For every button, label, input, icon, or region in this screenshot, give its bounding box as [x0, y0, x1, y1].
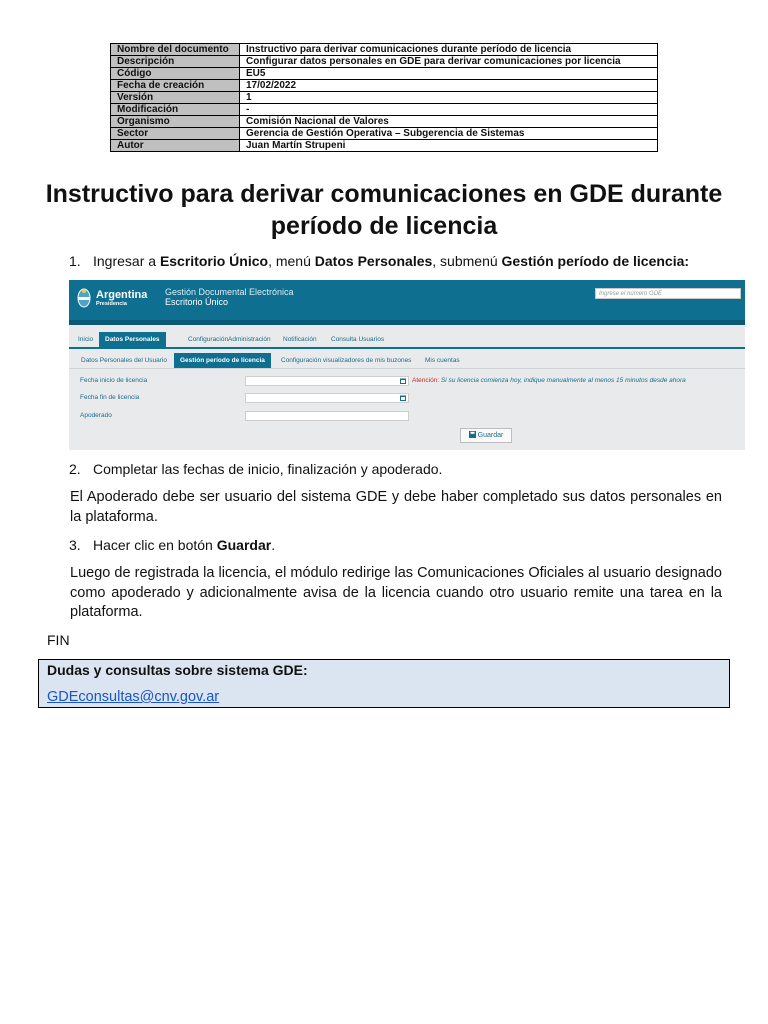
meta-value: 1	[240, 92, 658, 104]
table-row	[111, 44, 658, 56]
gde-module-name: Escritorio Único	[165, 297, 229, 307]
step-2	[69, 460, 442, 478]
meta-value: -	[240, 104, 658, 116]
meta-value: Gerencia de Gestión Operativa – Subgerencia de Sistemas	[240, 128, 658, 140]
gde-brand: Argentina	[96, 289, 148, 301]
meta-key: Modificación	[111, 104, 240, 116]
field-label-fecha-inicio: Fecha inicio de licencia	[80, 377, 148, 384]
licencia-warning	[412, 376, 686, 386]
meta-value: Comisión Nacional de Valores	[240, 116, 658, 128]
warning-label: Atención:	[412, 377, 440, 384]
gde-search-input[interactable]: Ingrese el número GDE	[595, 288, 741, 299]
meta-value: 17/02/2022	[240, 80, 658, 92]
calendar-icon[interactable]	[400, 378, 406, 384]
contact-title: Dudas y consultas sobre sistema GDE:	[47, 662, 308, 678]
menu-item-consulta-usuarios[interactable]: Consulta Usuarios	[331, 336, 385, 343]
meta-value: EU5	[240, 68, 658, 80]
table-row	[111, 128, 658, 140]
field-label-fecha-fin: Fecha fin de licencia	[80, 394, 140, 401]
table-row	[111, 80, 658, 92]
fecha-fin-input[interactable]	[245, 393, 409, 403]
gde-submenu-divider	[69, 368, 745, 369]
submenu-item-gestion-periodo-licencia[interactable]: Gestión período de licencia	[174, 353, 271, 368]
table-row	[111, 116, 658, 128]
meta-value: Juan Martín Strupeni	[240, 140, 658, 152]
step-text: Ingresar a	[93, 253, 160, 269]
paragraph-apoderado: El Apoderado debe ser usuario del sistema GDE y debe haber completado sus datos personales en la plataforma.	[70, 489, 722, 525]
table-row	[111, 68, 658, 80]
guardar-button[interactable]	[460, 428, 512, 443]
menu-item-notificacion[interactable]: Notificación	[283, 336, 317, 343]
step-bold-text: Guardar	[216, 537, 272, 553]
apoderado-input[interactable]	[245, 411, 409, 421]
field-label-apoderado: Apoderado	[80, 412, 112, 419]
meta-key: Descripción	[111, 56, 240, 68]
table-row	[111, 56, 658, 68]
gde-screenshot	[69, 280, 745, 450]
step-number: 2.	[69, 461, 81, 477]
step-text: Hacer clic en botón	[93, 537, 217, 553]
meta-key: Nombre del documento	[111, 44, 240, 56]
paragraph-luego: Luego de registrada la licencia, el módulo redirige las Comunicaciones Oficiales al usuario designado como apoderado y adicionalmente avisa de la licencia cuando otro usuario remite una tarea en la plataforma.	[70, 565, 722, 620]
document-metadata-table	[110, 43, 658, 152]
step-1	[69, 252, 689, 270]
step-text: .	[271, 537, 276, 553]
gde-header-strip	[69, 320, 745, 325]
meta-key: Autor	[111, 140, 240, 152]
submenu-item-mis-cuentas[interactable]: Mis cuentas	[425, 357, 460, 364]
floppy-disk-icon	[469, 431, 476, 438]
step-number: 1.	[69, 253, 81, 269]
table-row	[111, 92, 658, 104]
step-number: 3.	[69, 537, 81, 553]
step-bold-text: Escritorio Único	[159, 253, 269, 269]
meta-value: Configurar datos personales en GDE para derivar comunicaciones por licencia	[240, 56, 658, 68]
contact-box	[38, 659, 730, 708]
contact-email-link[interactable]: GDEconsultas@cnv.gov.ar	[47, 689, 220, 705]
meta-key: Versión	[111, 92, 240, 104]
submenu-item-configuracion-visualizadores[interactable]: Configuración visualizadores de mis buzones	[281, 357, 412, 364]
step-text: , submenú	[432, 253, 502, 269]
gde-menu-divider	[69, 347, 745, 349]
step-bold-text: Datos Personales	[314, 253, 433, 269]
menu-item-administracion[interactable]: Administración	[228, 336, 271, 343]
meta-value: Instructivo para derivar comunicaciones durante período de licencia	[240, 44, 658, 56]
table-row	[111, 104, 658, 116]
fin-label: FIN	[47, 632, 70, 648]
step-text: , menú	[268, 253, 315, 269]
menu-item-datos-personales[interactable]: Datos Personales	[99, 332, 166, 347]
step-bold-text: Gestión período de licencia:	[501, 253, 690, 269]
table-row	[111, 140, 658, 152]
menu-item-configuracion[interactable]: Configuración	[188, 336, 229, 343]
meta-key: Fecha de creación	[111, 80, 240, 92]
fecha-inicio-input[interactable]	[245, 376, 409, 386]
step-3	[69, 536, 275, 554]
submenu-item-datos-personales-usuario[interactable]: Datos Personales del Usuario	[81, 357, 167, 364]
gde-brand-sub: Presidencia	[96, 301, 127, 307]
step-text: Completar las fechas de inicio, finalización y apoderado.	[93, 461, 443, 477]
meta-key: Sector	[111, 128, 240, 140]
argentina-emblem-icon	[77, 287, 91, 309]
meta-key: Código	[111, 68, 240, 80]
warning-message: Si su licencia comienza hoy, indique manualmente al menos 15 minutos desde ahora	[440, 377, 686, 384]
gde-system-name: Gestión Documental Electrónica	[165, 287, 294, 297]
menu-item-inicio[interactable]: Inicio	[78, 336, 94, 343]
calendar-icon[interactable]	[400, 395, 406, 401]
meta-key: Organismo	[111, 116, 240, 128]
document-title: Instructivo para derivar comunicaciones en GDE durante período de licencia	[45, 180, 723, 240]
guardar-button-label: Guardar	[477, 432, 504, 439]
